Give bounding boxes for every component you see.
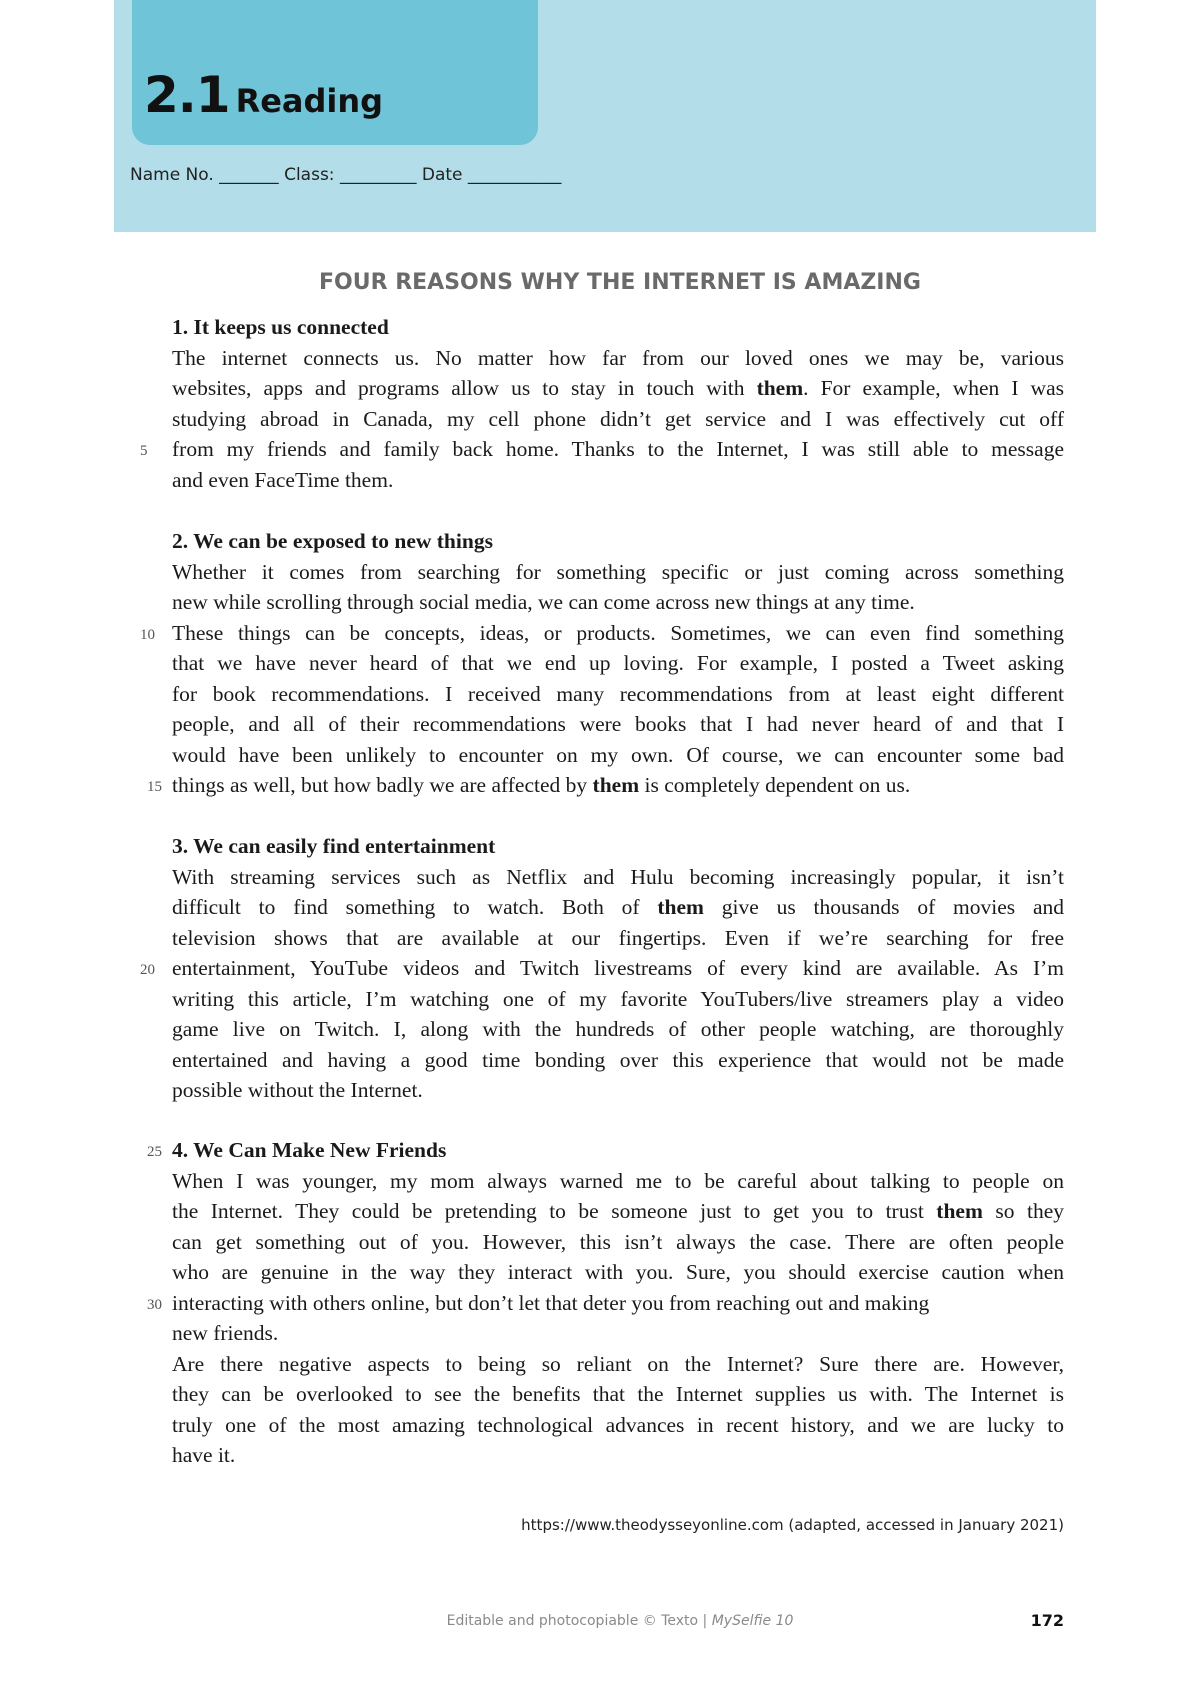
section-number: 2.1 (144, 66, 230, 124)
article-section-1 (140, 312, 1064, 495)
text-line: new friends. (172, 1321, 279, 1345)
text-line: for book recommendations. I received many recommendations from at least eight different (172, 681, 1064, 706)
text-line: 15 things as well, but how badly we are affected by them is completely dependent on us. (172, 770, 1064, 801)
highlighted-word: them (756, 376, 804, 400)
text-line: television shows that are available at our fingertips. Even if we’re searching for free (172, 925, 1064, 950)
text-line: that we have never heard of that we end up loving. For example, I posted a Tweet asking (172, 651, 1064, 675)
text-line: can get something out of you. However, this isn’t always the case. There are often people (172, 1229, 1064, 1254)
article-section-4 (147, 1135, 1064, 1471)
text-line: With streaming services such as Netflix and Hulu becoming increasingly popular, it isn’t (172, 864, 1064, 889)
text-line: people, and all of their recommendations were books that I had never heard of and that I (172, 712, 1064, 736)
line-number: 15 (147, 779, 162, 795)
text-line: 30 interacting with others online, but don’t let that deter you from reaching out and making (172, 1288, 1064, 1319)
text-line: Are there negative aspects to being so reliant on the Internet? Sure there are. However, (172, 1351, 1064, 1376)
text-line: 5 from my friends and family back home. Thanks to the Internet, I was still able to message (172, 434, 1064, 465)
article-section-3 (140, 831, 1064, 1106)
text-line: The internet connects us. No matter how far from our loved ones we may be, various (172, 345, 1064, 370)
text-line: have it. (172, 1443, 236, 1467)
text-line: game live on Twitch. I, along with the hundreds of other people watching, are thoroughly (172, 1017, 1064, 1041)
text-line: new while scrolling through social media, we can come across new things at any time. (172, 590, 915, 614)
text-line: truly one of the most amazing technological advances in recent history, and we are lucky to (172, 1412, 1064, 1437)
text-line: difficult to find something to watch. Both of them give us thousands of movies and (172, 895, 1064, 919)
text-line: writing this article, I’m watching one of my favorite YouTubers/live streamers play a video (172, 986, 1064, 1011)
line-number: 25 (147, 1144, 162, 1160)
text-line: and even FaceTime them. (172, 467, 394, 492)
highlighted-word: them (657, 895, 704, 919)
line-number: 20 (140, 962, 155, 978)
article-section-2 (140, 526, 1064, 801)
section-heading: 3. We can easily find entertainment (172, 834, 496, 858)
line-number: 10 (140, 626, 155, 643)
section-title-text: Reading (235, 82, 384, 120)
section-title (144, 66, 383, 124)
source-citation: https://www.theodysseyonline.com (adapted, accessed in January 2021) (521, 1516, 1064, 1534)
text-line: websites, apps and programs allow us to stay in touch with them. For example, when I was (172, 376, 1064, 400)
page-number: 172 (1030, 1611, 1064, 1630)
text-line: Whether it comes from searching for something specific or just coming across something (172, 559, 1064, 584)
text-line: entertained and having a good time bonding over this experience that would not be made (172, 1047, 1064, 1072)
footer-copyright: Editable and photocopiable © Texto | MySelfie 10 (446, 1613, 794, 1629)
text-line: who are genuine in the way they interact with you. Sure, you should exercise caution when (172, 1260, 1064, 1284)
line-number: 5 (140, 443, 148, 459)
section-heading: 2. We can be exposed to new things (172, 529, 493, 553)
text-line: studying abroad in Canada, my cell phone didn’t get service and I was effectively cut off (172, 406, 1064, 431)
line-number: 30 (147, 1296, 162, 1313)
book-title: MySelfie 10 (711, 1613, 794, 1629)
text-line: the Internet. They could be pretending to be someone just to get you to trust them so they (172, 1199, 1064, 1223)
section-heading: 25 4. We Can Make New Friends (172, 1135, 1064, 1166)
text-line: 20 entertainment, YouTube videos and Twitch livestreams of every kind are available. As I’m (172, 953, 1064, 984)
article-title: FOUR REASONS WHY THE INTERNET IS AMAZING (319, 270, 921, 295)
text-line: possible without the Internet. (172, 1078, 423, 1102)
text-line: 10 These things can be concepts, ideas, or products. Sometimes, we can even find something (172, 618, 1064, 649)
highlighted-word: them (936, 1199, 983, 1223)
text-line: would have been unlikely to encounter on my own. Of course, we can encounter some bad (172, 742, 1064, 767)
student-info-line: Name No. _______ Class: _________ Date ___________ (130, 165, 562, 185)
highlighted-word: them (592, 773, 640, 797)
text-line: they can be overlooked to see the benefits that the Internet supplies us with. The Internet is (172, 1382, 1064, 1406)
section-heading: 1. It keeps us connected (172, 315, 389, 339)
text-line: When I was younger, my mom always warned me to be careful about talking to people on (172, 1168, 1064, 1193)
